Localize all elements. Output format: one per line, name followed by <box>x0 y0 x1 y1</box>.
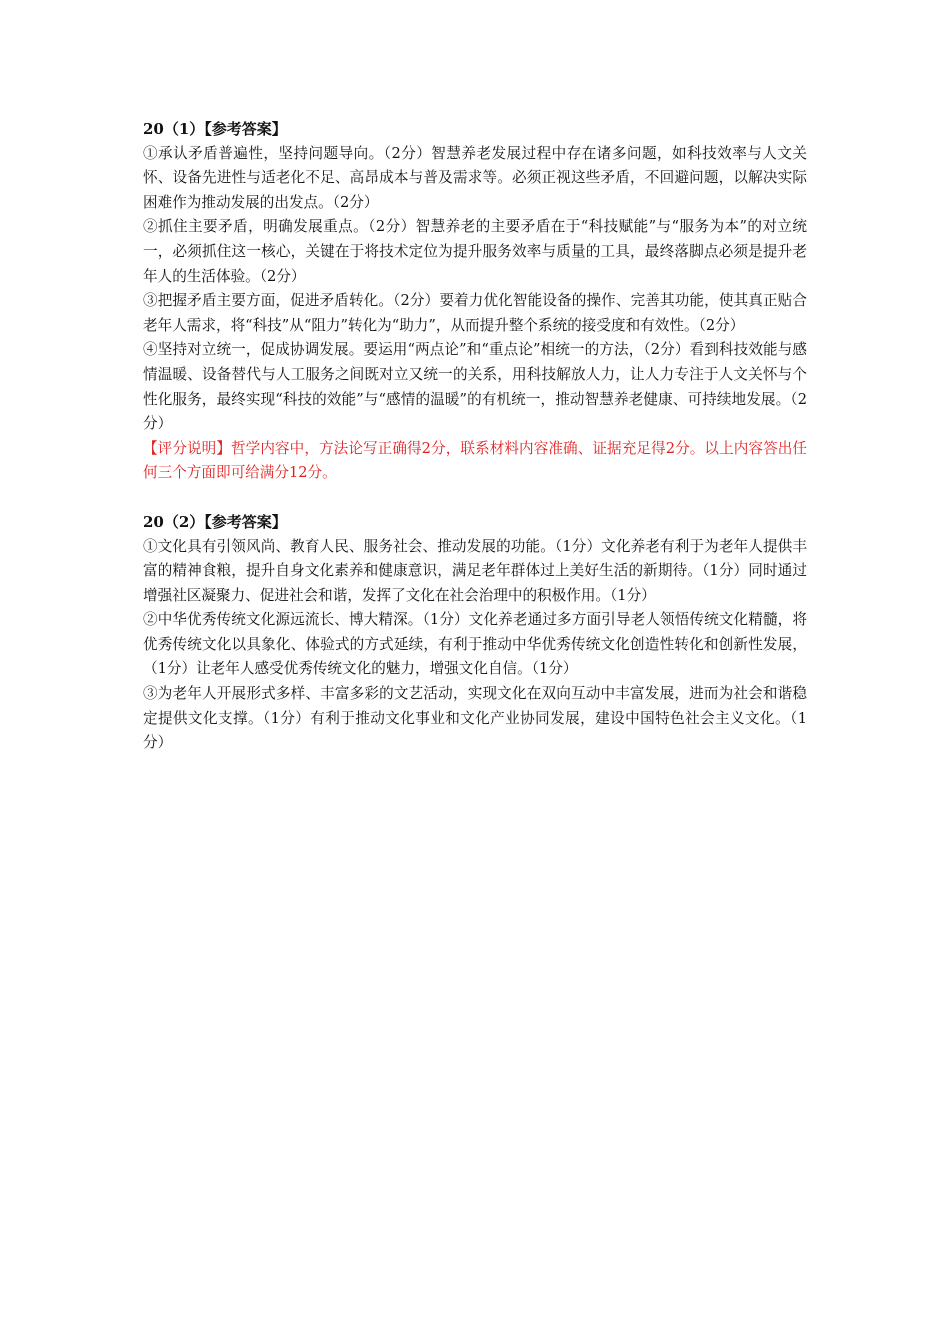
section1-paragraph-4: ④坚持对立统一，促成协调发展。要运用“两点论”和“重点论”相统一的方法，（2分）看到科技效能与感情温暖、设备替代与人工服务之间既对立又统一的关系，用科技解放人力，让人力专注于人文关怀与个性化服务，最终实现“科技的效能”与“感情的温暖”的有机统一，推动智慧养老健康、可持续地发展。（2分） <box>143 341 807 433</box>
section1-paragraph-3: ③把握矛盾主要方面，促进矛盾转化。（2分）要着力优化智能设备的操作、完善其功能，使其真正贴合老年人需求，将“科技”从“阻力”转化为“助力”，从而提升整个系统的接受度和有效性。（2分） <box>143 292 807 334</box>
section-spacer <box>143 486 807 510</box>
section2-paragraph-2: ②中华优秀传统文化源远流长、博大精深。（1分）文化养老通过多方面引导老人领悟传统文化精髓，将优秀传统文化以具象化、体验式的方式延续，有利于推动中华优秀传统文化创造性转化和创新性发展，（1分）让老年人感受优秀传统文化的魅力，增强文化自信。（1分） <box>143 611 807 678</box>
section1-paragraph-2: ②抓住主要矛盾，明确发展重点。（2分）智慧养老的主要矛盾在于“科技赋能”与“服务为本”的对立统一，必须抓住这一核心，关键在于将技术定位为提升服务效率与质量的工具，最终落脚点必须是提升老年人的生活体验。（2分） <box>143 218 807 285</box>
section1-paragraph-1: ①承认矛盾普遍性，坚持问题导向。（2分）智慧养老发展过程中存在诸多问题，如科技效率与人文关怀、设备先进性与适老化不足、高昂成本与普及需求等。必须正视这些矛盾，不回避问题，以解决实际困难作为推动发展的出发点。（2分） <box>143 144 807 211</box>
section2-paragraph-1: ①文化具有引领风尚、教育人民、服务社会、推动发展的功能。（1分）文化养老有利于为老年人提供丰富的精神食粮，提升自身文化素养和健康意识，满足老年群体过上美好生活的新期待。（1分）同时通过增强社区凝聚力、促进社会和谐，发挥了文化在社会治理中的积极作用。（1分） <box>143 537 807 604</box>
document-page <box>143 117 807 756</box>
section1-heading: 20（1）【参考答案】 <box>143 120 287 138</box>
section2-heading: 20（2）【参考答案】 <box>143 512 287 531</box>
scoring-note: 【评分说明】哲学内容中，方法论写正确得2分，联系材料内容准确、证据充足得2分。以上内容答出任何三个方面即可给满分12分。 <box>143 439 807 482</box>
section2-paragraph-3: ③为老年人开展形式多样、丰富多彩的文艺活动，实现文化在双向互动中丰富发展，进而为社会和谐稳定提供文化支撑。（1分）有利于推动文化事业和文化产业协同发展，建设中国特色社会主义文化。（1分） <box>143 685 807 752</box>
